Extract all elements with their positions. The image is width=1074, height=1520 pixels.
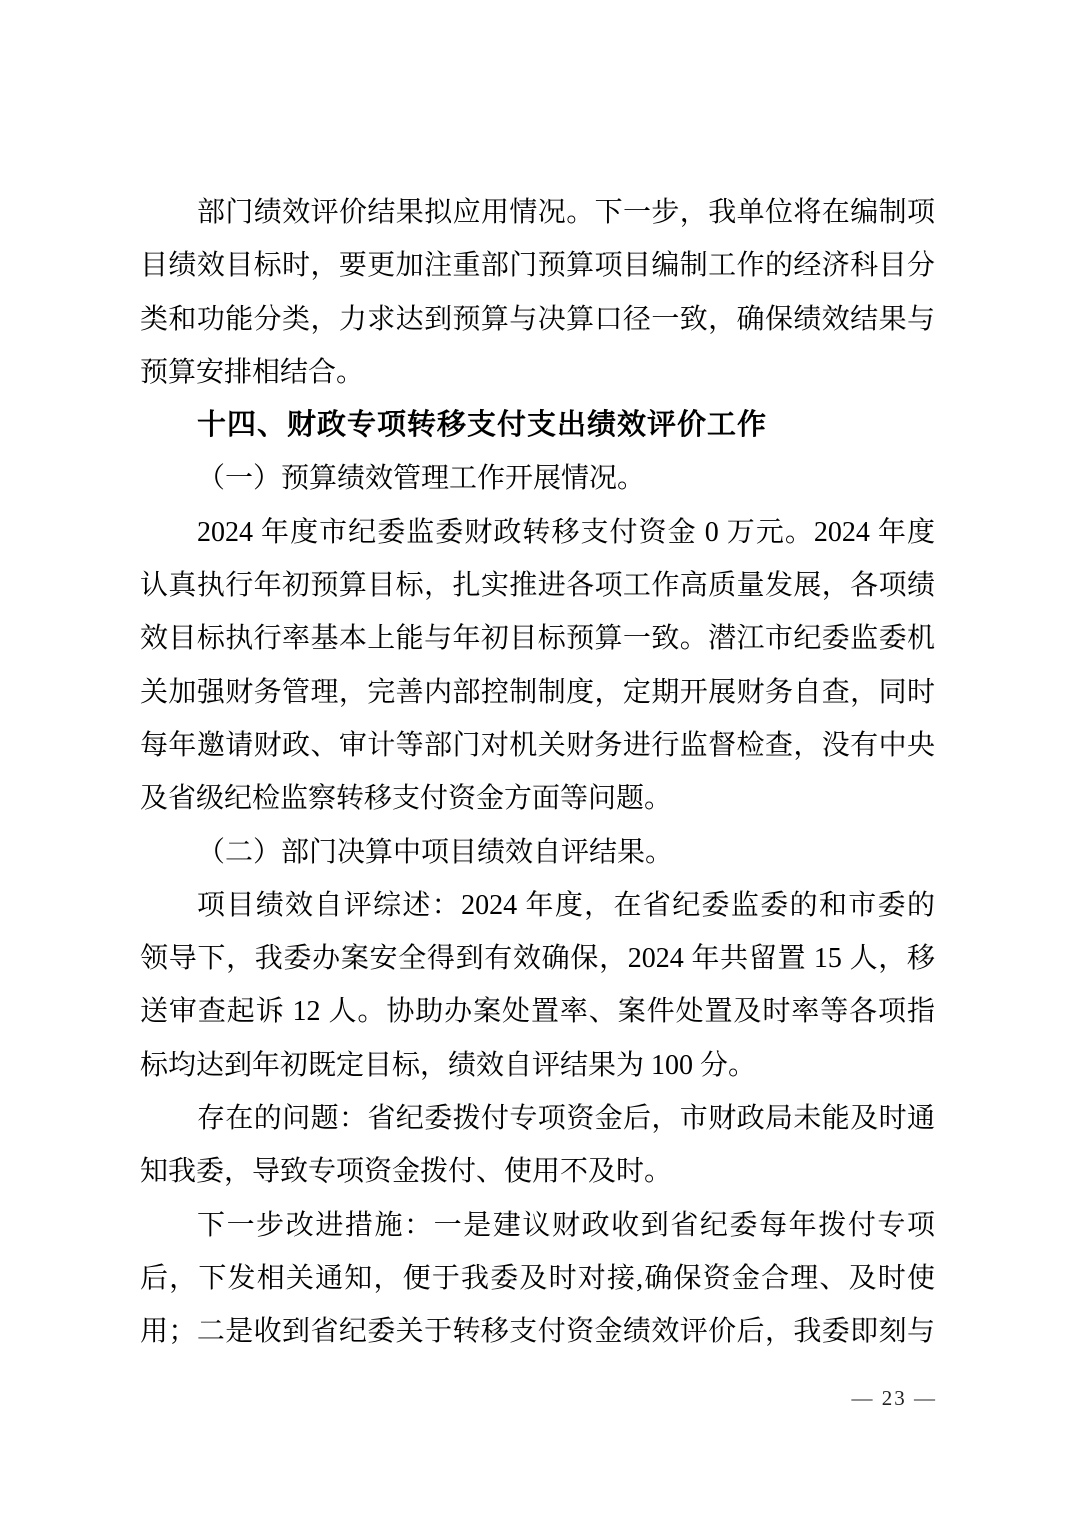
paragraph-line: 标均达到年初既定目标，绩效自评结果为 100 分。	[140, 1049, 757, 1081]
document-body	[140, 186, 935, 1359]
paragraph-line: 部门绩效评价结果拟应用情况。下一步，我单位将在编制项	[197, 197, 935, 228]
paragraph-line: 效目标执行率基本上能与年初目标预算一致。潜江市纪委监委机	[140, 623, 935, 655]
paragraph-line: 及省级纪检监察转移支付资金方面等问题。	[140, 783, 673, 815]
paragraph-line: 2024 年度市纪委监委财政转移支付资金 0 万元。2024 年度	[197, 516, 935, 548]
subsection-heading-2: （二）部门决算中项目绩效自评结果。	[197, 836, 674, 868]
paragraph-line: 知我委，导致专项资金拨付、使用不及时。	[140, 1156, 673, 1188]
paragraph-line: 存在的问题：省纪委拨付专项资金后，市财政局未能及时通	[197, 1103, 935, 1135]
paragraph-line: 送审查起诉 12 人。协助办案处置率、案件处置及时率等各项指	[140, 996, 935, 1028]
paragraph-line: 每年邀请财政、审计等部门对机关财务进行监督检查，没有中央	[140, 729, 935, 761]
section-heading: 十四、财政专项转移支付支出绩效评价工作	[197, 409, 768, 442]
page-number: — 23 —	[851, 1386, 937, 1410]
paragraph-line: 关加强财务管理，完善内部控制制度，定期开展财务自查，同时	[140, 676, 935, 708]
paragraph-line: 目绩效目标时，要更加注重部门预算项目编制工作的经济科目分	[140, 250, 935, 282]
paragraph-line: 预算安排相结合。	[140, 356, 365, 388]
paragraph-line: 后，下发相关通知，便于我委及时对接,确保资金合理、及时使	[140, 1262, 935, 1294]
paragraph-line: 认真执行年初预算目标，扎实推进各项工作高质量发展，各项绩	[140, 570, 935, 602]
paragraph-line: 项目绩效自评综述：2024 年度，在省纪委监委的和市委的	[197, 889, 935, 921]
paragraph-line: 下一步改进措施：一是建议财政收到省纪委每年拨付专项	[197, 1209, 935, 1241]
paragraph-line: 领导下，我委办案安全得到有效确保，2024 年共留置 15 人，移	[140, 943, 935, 975]
paragraph-line: 用；二是收到省纪委关于转移支付资金绩效评价后，我委即刻与	[140, 1316, 935, 1348]
paragraph-line: 类和功能分类，力求达到预算与决算口径一致，确保绩效结果与	[140, 303, 935, 335]
subsection-heading-1: （一）预算绩效管理工作开展情况。	[197, 463, 646, 495]
